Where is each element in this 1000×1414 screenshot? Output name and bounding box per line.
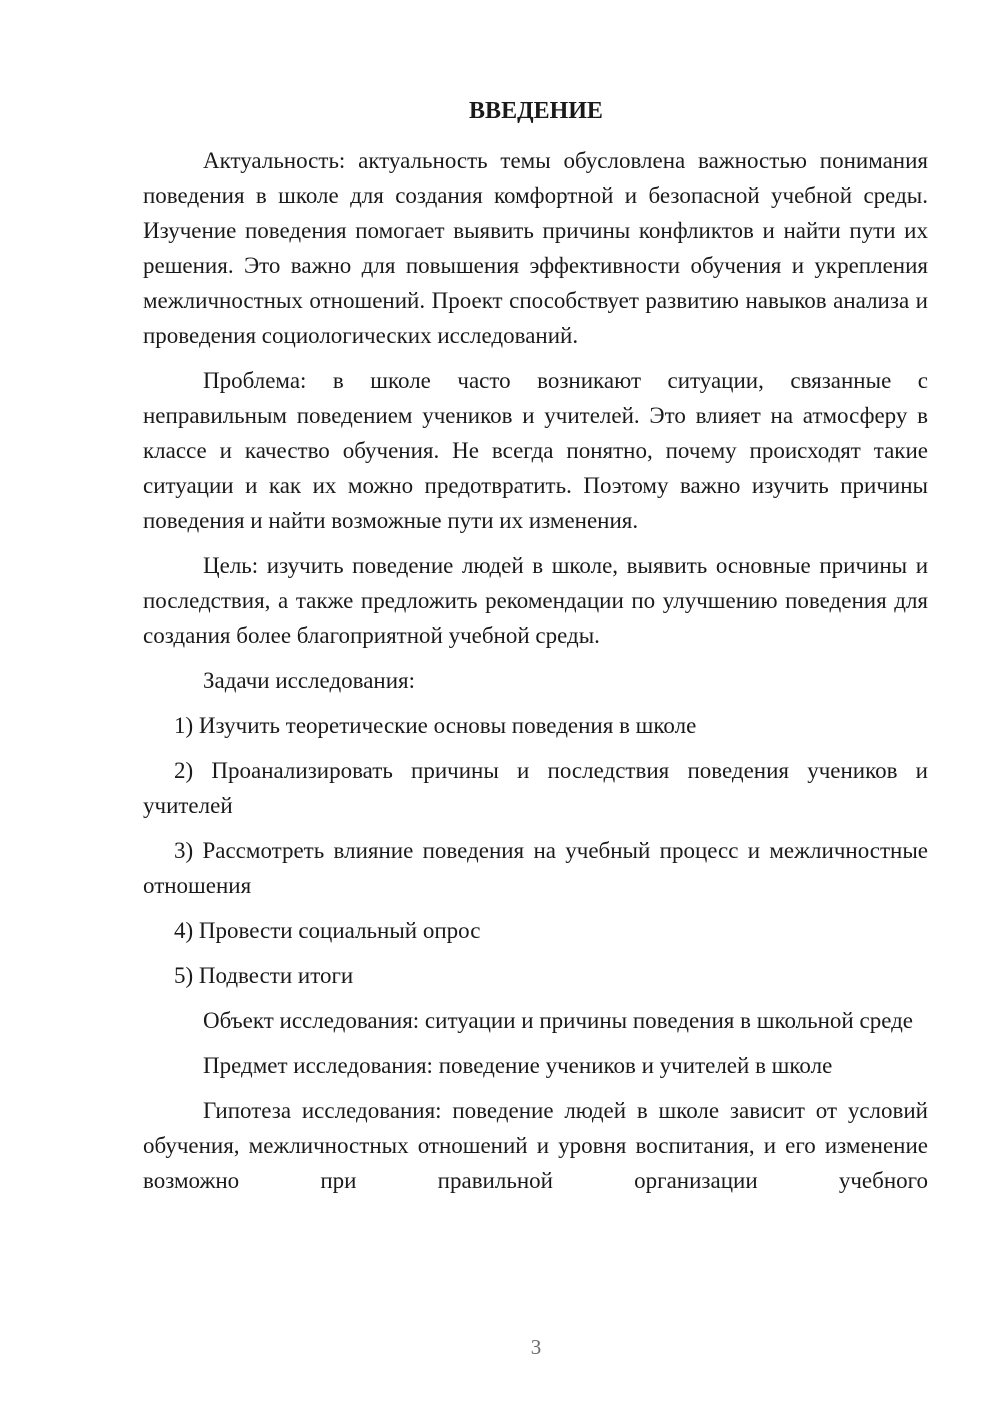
problem-paragraph: Проблема: в школе часто возникают ситуации, связанные с неправильным поведением учеников и учителей. Это влияет на атмосферу в классе и качество обучения. Не всегда понятно, почему происходят такие ситуации и как их можно предотвратить. Поэтому важно изучить причины поведения и найти возможные пути их изменения. [143,368,928,533]
section-heading: ВВЕДЕНИЕ [469,98,603,124]
tasks-heading: Задачи исследования: [203,668,416,693]
subject-paragraph: Предмет исследования: поведение учеников и учителей в школе [203,1053,833,1078]
goal-paragraph: Цель: изучить поведение людей в школе, выявить основные причины и последствия, а также предложить рекомендации по улучшению поведения для создания более благоприятной учебной среды. [143,553,928,648]
task-item-3: 3) Рассмотреть влияние поведения на учебный процесс и межличностные отношения [143,838,928,898]
task-item-1: 1) Изучить теоретические основы поведения в школе [174,713,697,738]
task-item-4: 4) Провести социальный опрос [174,918,481,943]
relevance-paragraph: Актуальность: актуальность темы обусловлена важностью понимания поведения в школе для создания комфортной и безопасной учебной среды. Изучение поведения помогает выявить причины конфликтов и найти пути их решения. Это важно для повышения эффективности обучения и укрепления межличностных отношений. Проект способствует развитию навыков анализа и проведения социологических исследований. [143,148,928,348]
hypothesis-paragraph: Гипотеза исследования: поведение людей в школе зависит от условий обучения, межличностных отношений и уровня воспитания, и его изменение возможно при правильной организации учебного [143,1098,928,1193]
task-item-2: 2) Проанализировать причины и последствия поведения учеников и учителей [143,758,928,818]
body-text [143,143,928,1208]
page-number: 3 [530,1335,542,1359]
task-item-5: 5) Подвести итоги [174,963,354,988]
object-paragraph: Объект исследования: ситуации и причины поведения в школьной среде [203,1008,914,1033]
